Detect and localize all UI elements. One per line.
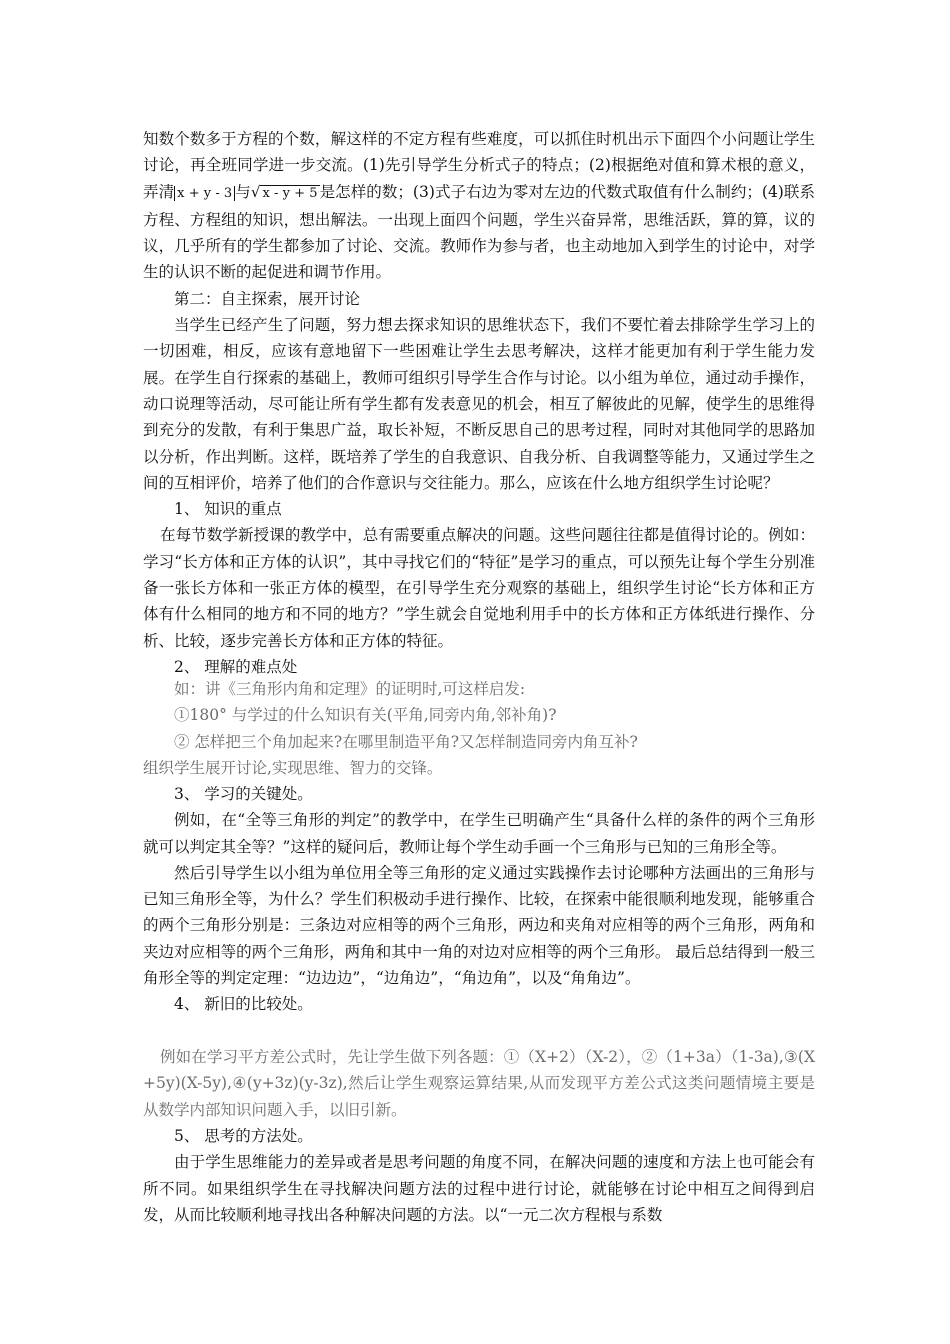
radicand: x - y + 5 xyxy=(262,185,318,201)
line-question-2: ② 怎样把三个角加起来?在哪里制造平角?又怎样制造同旁内角互补? xyxy=(174,732,638,751)
line-question-1: ①180° 与学过的什么知识有关(平角,同旁内角,邻补角)? xyxy=(174,706,557,725)
paragraph-key-knowledge: 在每节数学新授课的教学中，总有需要重点解决的问题。这些问题往往都是值得讨论的。例如：学习“长方体和正方体的认识”，其中寻找它们的“特征”是学习的重点，可以预先让每个学生分别准备一张长方体和一张正方体的模型，在引导学生充分观察的基础上，组织学生讨论“长方体和正方体有什么相同的地方和不同的地方？”学生就会自觉地利用手中的长方体和正方体纸进行操作、分析、比较，逐步完善长方体和正方体的特征。 xyxy=(143,526,815,650)
paragraph-congruent-triangles-1: 例如，在“全等三角形的判定”的教学中，在学生已明确产生“具备什么样的条件的两个三角形就可以判定其全等？”这样的疑问后，教师让每个学生动手画一个三角形与已知的三角形全等。 xyxy=(143,811,815,856)
section-heading-autonomous-exploration: 第二：自主探索，展开讨论 xyxy=(174,289,361,308)
radical-sign-icon: √ xyxy=(250,182,261,201)
paragraph-text: 知数个数多于方程的个数，解这样的不定方程有些难度，可以抓住时机出示下面四个小问题让学生讨论，再全班同学进一步交流。(1)先引导学生分析式子的特点；(2)根据绝对值和算术根的意义，弄清 xyxy=(143,130,815,201)
paragraph-congruent-triangles-2: 然后引导学生以小组为单位用全等三角形的定义通过实践操作去讨论哪种方法画出的三角形与已知三角形全等，为什么？学生们积极动手进行操作、比较，在探索中能很顺利地发现，能够重合的两个三角形分别是：三条边对应相等的两个三角形，两边和夹角对应相等的两个三角形，两角和夹边对应相等的两个三角形，两角和其中一角的对边对应相等的两个三角形。 最后总结得到一般三角形全等的判定定理：“边边边”，“边角边”，“角边角”，以及“角角边”。 xyxy=(143,863,815,988)
text-block-difference-of-squares xyxy=(143,1044,815,1123)
conjunction-text: 与 xyxy=(235,182,251,201)
paragraph-autonomous-exploration: 当学生已经产生了问题，努力想去探求知识的思维状态下，我们不要忙着去排除学生学习上的一切困难，相反，应该有意地留下一些困难让学生去思考解决，这样才能更加有利于学生能力发展。在学生自行探索的基础上，教师可组织引导学生合作与讨论。以小组为单位，通过动手操作，动口说理等活动，尽可能让所有学生都有发表意见的机会，相互了解彼此的见解，使学生的思维得到充分的发散，有利于集思广益，取长补短，不断反思自己的思考过程，同时对其他同学的思路加以分析，作出判断。这样，既培养了学生的自我意识、自我分析、自我调整等能力，又通过学生之间的互相评价，培养了他们的合作意识与交往能力。那么，应该在什么地方组织学生讨论呢？ xyxy=(143,316,815,492)
subsection-heading-5: 5、 思考的方法处。 xyxy=(174,1127,313,1145)
absolute-value-expression: x + y - 3 xyxy=(174,186,235,201)
line-discussion: 组织学生展开讨论,实现思维、智力的交锋。 xyxy=(143,758,443,777)
paragraph-equation-discussion xyxy=(143,126,815,286)
text-block-2 xyxy=(143,781,815,1018)
paragraph-difference-of-squares: 例如在学习平方差公式时，先让学生做下列各题：①（X+2）（X-2），②（1+3a）（1-3a),③(X+5y)(X-5y),④(y+3z)(y-3z),然后让学生观察运算结果,从而发现平方差公式这类问题情境主要是从数学内部知识问题入手，以旧引新。 xyxy=(143,1048,815,1119)
text-block-1 xyxy=(143,126,815,680)
square-root-expression xyxy=(250,182,320,201)
text-block-3 xyxy=(143,1123,815,1228)
subsection-heading-4: 4、 新旧的比较处。 xyxy=(174,995,313,1014)
line-triangle-theorem: 如：讲《三角形内角和定理》的证明时,可这样启发: xyxy=(174,680,526,698)
paragraph-text: 是怎样的数；(3)式子右边为零对左边的代数式取值有什么制约；(4)联系方程、方程组的知识，想出解法。一出现上面四个问题，学生兴奋异常，思维活跃，算的算，议的议，几乎所有的学生都参加了讨论、交流。教师作为参与者，也主动地加入到学生的讨论中，对学生的认识不断的起促进和调节作用。 xyxy=(143,182,816,282)
paragraph-thinking-methods: 由于学生思维能力的差异或者是思考问题的角度不同，在解决问题的速度和方法上也可能会有所不同。如果组织学生在寻找解决问题方法的过程中进行讨论，就能够在讨论中相互之间得到启发，从而比较顺利地寻找出各种解决问题的方法。以“一元二次方程根与系数 xyxy=(143,1153,815,1224)
subsection-heading-3: 3、 学习的关键处。 xyxy=(174,785,313,803)
subsection-heading-2: 2、 理解的难点处 xyxy=(174,657,298,676)
subsection-heading-1: 1、 知识的重点 xyxy=(174,500,282,519)
text-block-difficulty-example xyxy=(143,676,815,781)
